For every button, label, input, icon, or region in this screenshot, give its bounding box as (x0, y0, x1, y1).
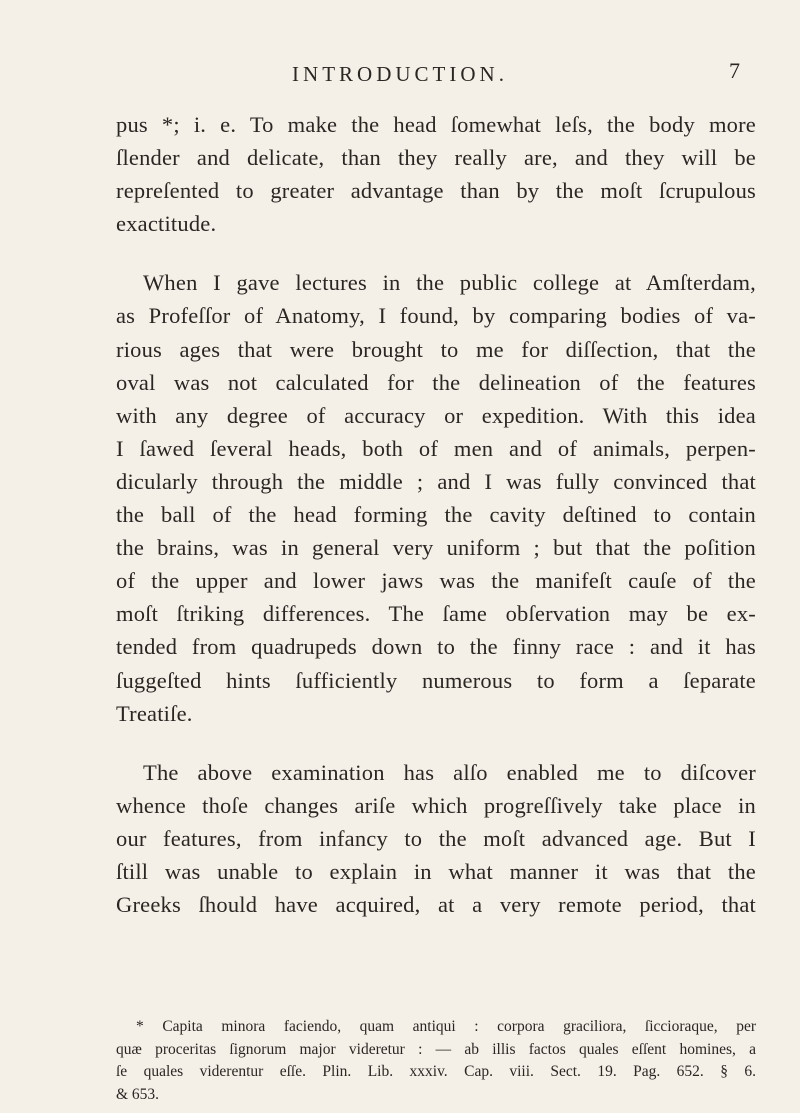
text-line: ſuggeſted hints ſufficiently numerous to form a ſeparate (116, 667, 756, 693)
paragraph-3 (116, 756, 756, 921)
text-line: pus *; i. e. To make the head ſomewhat leſs, the body more (116, 112, 756, 137)
footnote-line: ſe quales viderentur eſſe. Plin. Lib. xxxiv. Cap. viii. Sect. 19. Pag. 652. § 6. (116, 1063, 756, 1080)
text-line: tended from quadrupeds down to the finny race : and it has (116, 634, 756, 660)
text-line: The above examination has alſo enabled me to diſcover (143, 759, 756, 785)
text-line: of the upper and lower jaws was the manifeſt cauſe of the (116, 568, 756, 594)
footnote (116, 1016, 756, 1106)
text-line: our features, from infancy to the moſt advanced age. But I (116, 825, 756, 851)
text-line: Treatiſe. (116, 700, 193, 726)
text-line: oval was not calculated for the delineation of the features (116, 369, 756, 395)
text-line: I ſawed ſeveral heads, both of men and of animals, perpen- (116, 435, 756, 461)
text-line: moſt ſtriking differences. The ſame obſervation may be ex- (116, 601, 756, 627)
text-line: the brains, was in general very uniform ; but that the poſition (116, 535, 756, 561)
text-line: dicularly through the middle ; and I was fully convinced that (116, 468, 756, 494)
paragraph-2 (116, 266, 756, 729)
text-line: exactitude. (116, 211, 217, 237)
text-line: whence thoſe changes ariſe which progreſſively take place in (116, 792, 756, 818)
text-line: with any degree of accuracy or expedition. With this idea (116, 402, 756, 428)
text-line: rious ages that were brought to me for diſſection, that the (116, 336, 756, 362)
text-line: Greeks ſhould have acquired, at a very remote period, that (116, 892, 756, 918)
text-line: as Profeſſor of Anatomy, I found, by comparing bodies of va- (116, 303, 756, 329)
running-title: INTRODUCTION. (292, 62, 508, 86)
text-line: When I gave lectures in the public college at Amſterdam, (143, 270, 756, 296)
text-line: repreſented to greater advantage than by the moſt ſcrupulous (116, 178, 756, 204)
text-line: the ball of the head forming the cavity deſtined to contain (116, 502, 756, 528)
footnote-line: & 653. (116, 1085, 160, 1103)
text-line: ſlender and delicate, than they really are, and they will be (116, 145, 756, 171)
paragraph-gap (116, 730, 756, 756)
paragraph-gap (116, 240, 756, 266)
page-number: 7 (729, 58, 740, 83)
footnote-line: * Capita minora faciendo, quam antiqui : corpora graciliora, ſiccioraque, per (136, 1018, 756, 1035)
paragraph-1 (116, 108, 756, 240)
running-head (0, 58, 800, 92)
footnote-line: quæ proceritas ſignorum major videretur : — ab illis factos quales eſſent homines, a (116, 1040, 756, 1058)
body-text (116, 108, 756, 921)
text-line: ſtill was unable to explain in what manner it was that the (116, 858, 756, 884)
